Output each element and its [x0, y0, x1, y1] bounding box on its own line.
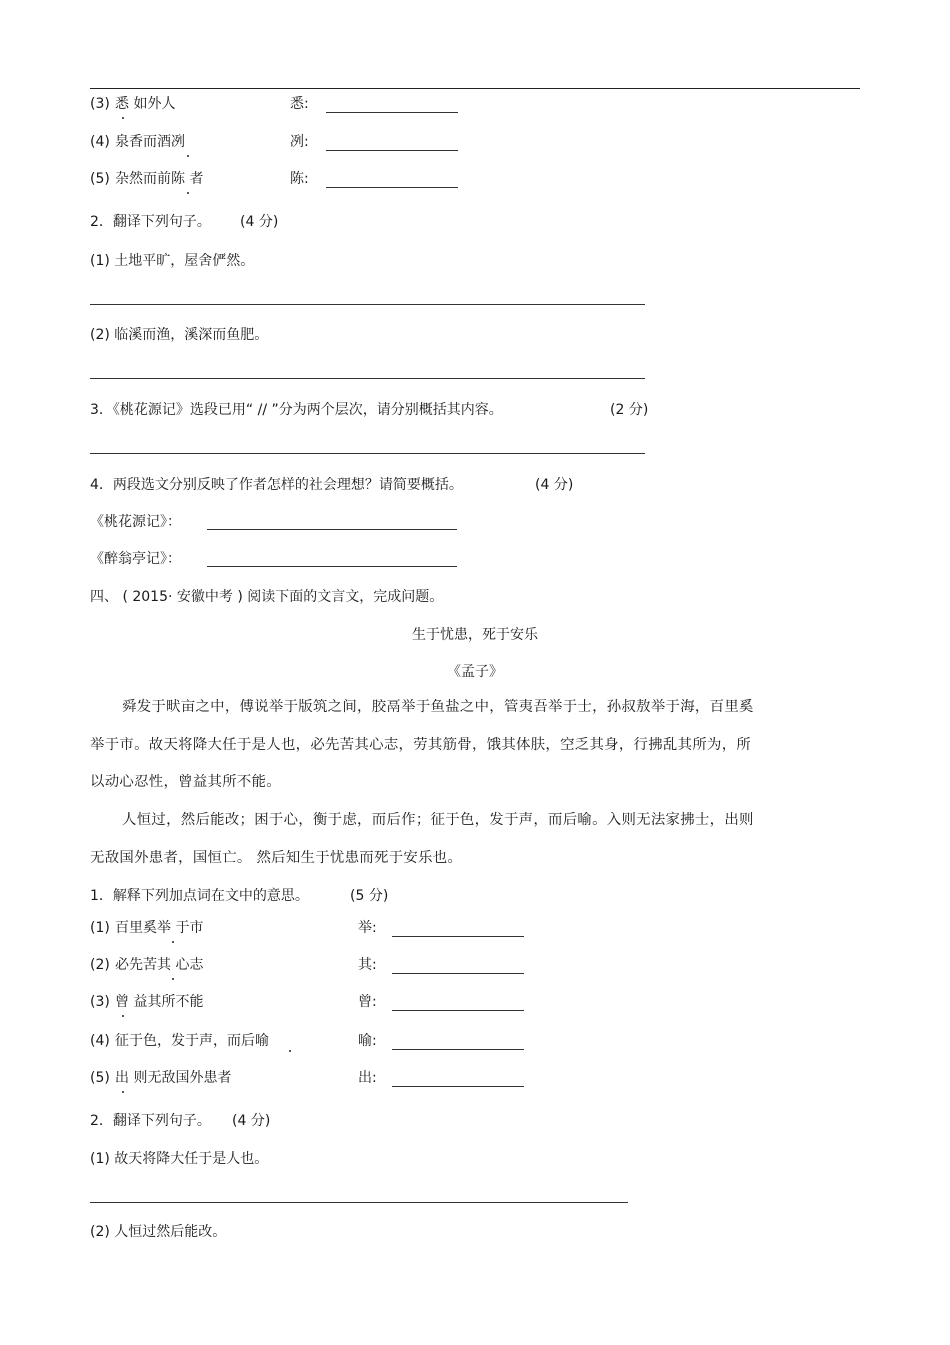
- vocab-num: (3): [90, 96, 110, 112]
- answer-label: 《醉翁亭记》：: [90, 551, 181, 567]
- passage-line: 举于市。故天将降大任于是人也，必先苦其心志，劳其筋骨，饿其体肤，空乏其身，行拂乱其所为，所: [90, 736, 752, 753]
- question-title: 1．解释下列加点词在文中的意思。: [90, 888, 309, 904]
- vocab-num: (4): [90, 134, 110, 150]
- emphasis-dot: [122, 117, 124, 119]
- question-text: 3．《桃花源记》选段已用“ // ”分为两个层次，请分别概括其内容。: [90, 402, 503, 418]
- passage-line: 人恒过，然后能改；困于心，衡于虑，而后作；征于色，发于声，而后喻。入则无法家拂士，出则: [122, 812, 754, 828]
- passage-line: 无敌国外患者，国恒亡。 然后知生于忧患而死于安乐也。: [90, 849, 463, 866]
- passage-author: 《孟子》: [447, 664, 503, 680]
- vocab-phrase: 悉 如外人: [115, 96, 176, 112]
- passage-paragraph: [90, 689, 780, 802]
- vocab-phrase: 泉香而酒冽: [115, 134, 185, 150]
- answer-line[interactable]: [90, 1202, 628, 1203]
- answer-blank[interactable]: [392, 1010, 524, 1011]
- answer-blank[interactable]: [207, 566, 457, 567]
- vocab-phrase: 杂然而前陈 者: [115, 171, 204, 187]
- vocab-num: (4): [90, 1033, 110, 1049]
- vocab-word: 冽:: [290, 134, 309, 150]
- vocab-word: 悉:: [290, 96, 309, 112]
- emphasis-dot: [172, 941, 174, 943]
- answer-blank[interactable]: [392, 936, 524, 937]
- vocab-num: (5): [90, 1070, 110, 1086]
- answer-blank[interactable]: [392, 1086, 524, 1087]
- question-title: 2．翻译下列句子。: [90, 1113, 211, 1129]
- vocab-phrase: 出 则无敌国外患者: [115, 1070, 232, 1086]
- answer-blank[interactable]: [326, 112, 458, 113]
- section-header: 四、 ( 2015· 安徽中考 ) 阅读下面的文言文，完成问题。: [90, 589, 444, 605]
- top-rule: [90, 88, 860, 89]
- answer-blank[interactable]: [207, 529, 457, 530]
- answer-label: 《桃花源记》：: [90, 514, 181, 530]
- emphasis-dot: [187, 192, 189, 194]
- vocab-phrase: 曾 益其所不能: [115, 994, 204, 1010]
- vocab-phrase: 征于色，发于声，而后喻: [115, 1033, 269, 1049]
- emphasis-dot: [289, 1050, 291, 1052]
- answer-blank[interactable]: [392, 1049, 524, 1050]
- emphasis-dot: [172, 978, 174, 980]
- passage-line: 舜发于畎亩之中，傅说举于版筑之间，胶鬲举于鱼盐之中，管夷吾举于士，孙叔敖举于海，百里奚: [122, 699, 754, 715]
- vocab-num: (1): [90, 920, 110, 936]
- answer-line[interactable]: [90, 304, 645, 305]
- answer-line[interactable]: [90, 453, 645, 454]
- question-score: (2 分): [610, 402, 649, 418]
- answer-line[interactable]: [90, 378, 645, 379]
- question-score: (4 分): [232, 1113, 271, 1129]
- passage-title: 生于忧患，死于安乐: [412, 627, 538, 643]
- question-score: (5 分): [350, 888, 389, 904]
- emphasis-dot: [122, 1015, 124, 1017]
- vocab-word: 陈:: [290, 171, 309, 187]
- vocab-word: 曾:: [358, 994, 377, 1010]
- question-score: (4 分): [535, 477, 574, 493]
- answer-blank[interactable]: [326, 187, 458, 188]
- vocab-word: 出:: [358, 1070, 377, 1086]
- vocab-num: (2): [90, 957, 110, 973]
- question-score: (4 分): [240, 214, 279, 230]
- vocab-num: (5): [90, 171, 110, 187]
- sentence: (1) 故天将降大任于是人也。: [90, 1151, 269, 1167]
- sentence: (1) 土地平旷，屋舍俨然。: [90, 253, 255, 269]
- vocab-phrase: 百里奚举 于市: [115, 920, 204, 936]
- vocab-word: 其:: [358, 957, 377, 973]
- sentence: (2) 人恒过然后能改。: [90, 1224, 227, 1240]
- answer-blank[interactable]: [392, 973, 524, 974]
- answer-blank[interactable]: [326, 150, 458, 151]
- emphasis-dot: [122, 1091, 124, 1093]
- question-title: 2．翻译下列句子。: [90, 214, 211, 230]
- question-text: 4．两段选文分别反映了作者怎样的社会理想？请简要概括。: [90, 477, 463, 493]
- vocab-num: (3): [90, 994, 110, 1010]
- passage-line: 以动心忍性，曾益其所不能。: [90, 774, 281, 790]
- passage-paragraph: [90, 802, 780, 877]
- vocab-word: 举:: [358, 920, 377, 936]
- vocab-word: 喻:: [358, 1033, 377, 1049]
- emphasis-dot: [187, 155, 189, 157]
- sentence: (2) 临溪而渔，溪深而鱼肥。: [90, 327, 269, 343]
- vocab-phrase: 必先苦其 心志: [115, 957, 204, 973]
